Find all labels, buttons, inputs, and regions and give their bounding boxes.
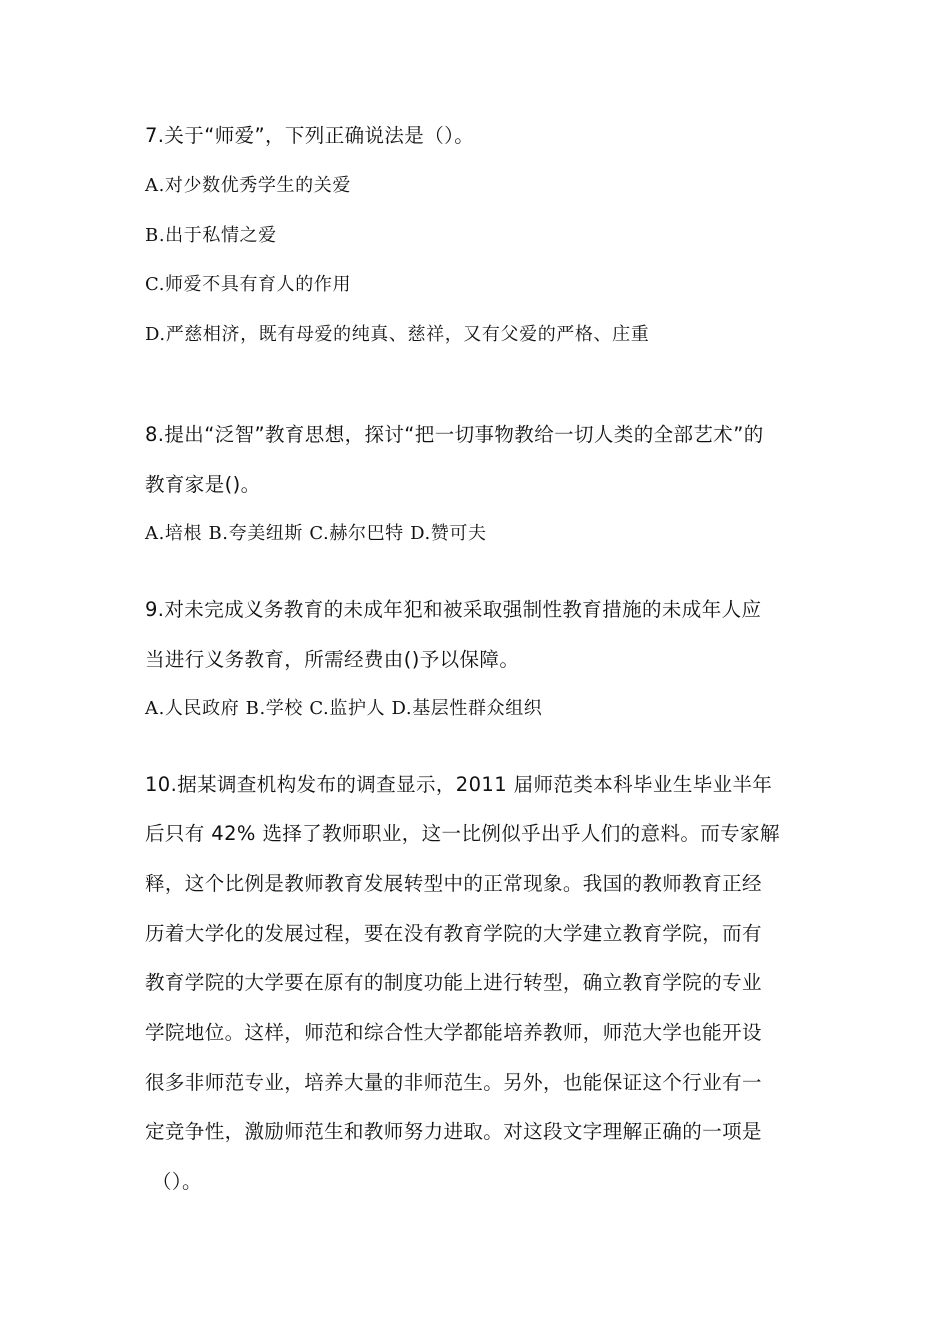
question-7-option-b: B.出于私情之爱 bbox=[145, 225, 277, 246]
question-9-options: A.人民政府 B.学校 C.监护人 D.基层性群众组织 bbox=[145, 698, 543, 719]
question-7-option-d: D.严慈相济，既有母爱的纯真、慈祥，又有父爱的严格、庄重 bbox=[145, 324, 650, 345]
question-7-option-a: A.对少数优秀学生的关爱 bbox=[145, 175, 351, 196]
question-10-stem-line-9: （）。 bbox=[152, 1170, 202, 1193]
question-8-stem-line-1: 8.提出“泛智”教育思想，探讨“把一切事物教给一切人类的全部艺术”的 bbox=[145, 423, 764, 446]
question-10-stem-line-7: 很多非师范专业，培养大量的非师范生。另外，也能保证这个行业有一 bbox=[145, 1071, 762, 1094]
question-10-stem-line-8: 定竞争性，激励师范生和教师努力进取。对这段文字理解正确的一项是 bbox=[145, 1120, 762, 1143]
question-8-stem-line-2: 教育家是()。 bbox=[145, 473, 261, 496]
question-10-stem-line-5: 教育学院的大学要在原有的制度功能上进行转型，确立教育学院的专业 bbox=[145, 971, 762, 994]
question-9-stem-line-2: 当进行义务教育，所需经费由()予以保障。 bbox=[145, 648, 520, 671]
question-8-options: A.培根 B.夸美纽斯 C.赫尔巴特 D.赞可夫 bbox=[145, 523, 487, 544]
question-10-stem-line-3: 释，这个比例是教师教育发展转型中的正常现象。我国的教师教育正经 bbox=[145, 872, 762, 895]
question-10-stem-line-1: 10.据某调查机构发布的调查显示，2011 届师范类本科毕业生毕业半年 bbox=[145, 773, 773, 796]
question-10-stem-line-4: 历着大学化的发展过程，要在没有教育学院的大学建立教育学院，而有 bbox=[145, 922, 762, 945]
question-10-stem-line-6: 学院地位。这样，师范和综合性大学都能培养教师，师范大学也能开设 bbox=[145, 1021, 762, 1044]
question-10-stem-line-2: 后只有 42% 选择了教师职业，这一比例似乎出乎人们的意料。而专家解 bbox=[145, 822, 780, 845]
question-7-stem: 7.关于“师爱”，下列正确说法是（）。 bbox=[145, 124, 475, 147]
question-7-option-c: C.师爱不具有育人的作用 bbox=[145, 274, 352, 295]
question-9-stem-line-1: 9.对未完成义务教育的未成年犯和被采取强制性教育措施的未成年人应 bbox=[145, 598, 762, 621]
